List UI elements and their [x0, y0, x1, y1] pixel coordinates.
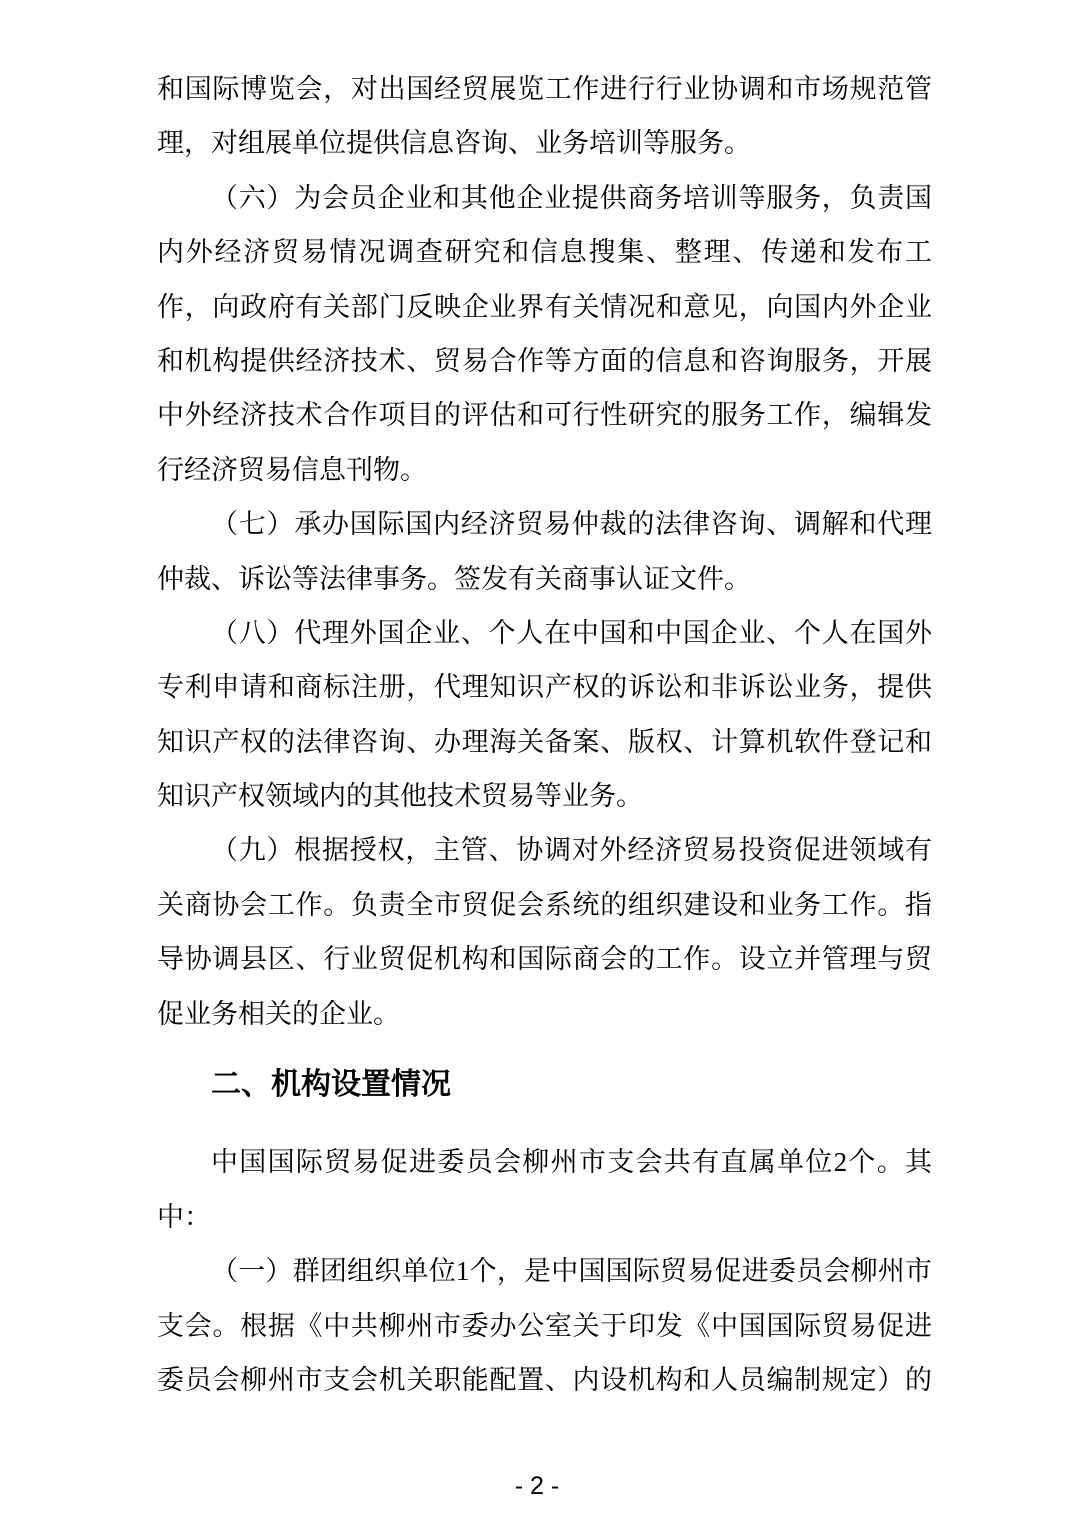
- paragraph-continuation: [157, 62, 932, 171]
- document-body: [157, 62, 932, 1407]
- text-line: 支会。根据《中共柳州市委办公室关于印发《中国国际贸易促进: [157, 1310, 932, 1341]
- text-line: 和国际博览会，对出国经贸展览工作进行行业协调和市场规范管: [157, 74, 932, 104]
- text-line: 委员会柳州市支会机关职能配置、内设机构和人员编制规定）的: [157, 1364, 932, 1395]
- section-heading: 二、机构设置情况: [211, 1068, 451, 1102]
- text-line: 专利申请和商标注册，代理知识产权的诉讼和非诉讼业务，提供: [157, 672, 932, 703]
- text-line: 知识产权的法律咨询、办理海关备案、版权、计算机软件登记和: [157, 726, 932, 757]
- paragraph-sub-item-1: [157, 1244, 932, 1407]
- text-line: 行经济贸易信息刊物。: [157, 454, 427, 485]
- paragraph-item-6: [157, 171, 932, 497]
- text-line: 内外经济贸易情况调查研究和信息搜集、整理、传递和发布工: [157, 237, 932, 268]
- text-line: 和机构提供经济技术、贸易合作等方面的信息和咨询服务，开展: [157, 345, 932, 376]
- text-line: （九）根据授权，主管、协调对外经济贸易投资促进领域有: [211, 835, 932, 866]
- text-line: 作，向政府有关部门反映企业界有关情况和意见，向国内外企业: [157, 291, 932, 322]
- text-line: 关商协会工作。负责全市贸促会系统的组织建设和业务工作。指: [157, 889, 932, 920]
- page-number: - 2 -: [514, 1472, 560, 1500]
- text-line: （七）承办国际国内经济贸易仲裁的法律咨询、调解和代理: [211, 509, 932, 540]
- paragraph-item-7: [157, 497, 932, 606]
- paragraph-item-8: [157, 606, 932, 824]
- text-line: 促业务相关的企业。: [157, 998, 400, 1029]
- text-line: 中国国际贸易促进委员会柳州市支会共有直属单位2个。其: [211, 1147, 932, 1178]
- text-line: （八）代理外国企业、个人在中国和中国企业、个人在国外: [211, 617, 932, 648]
- page-footer: [0, 1472, 1074, 1501]
- text-line: 仲裁、诉讼等法律事务。签发有关商事认证文件。: [157, 563, 751, 594]
- text-line: （六）为会员企业和其他企业提供商务培训等服务，负责国: [211, 182, 932, 213]
- text-line: 导协调县区、行业贸促机构和国际商会的工作。设立并管理与贸: [157, 944, 932, 975]
- paragraph-item-9: [157, 823, 932, 1041]
- text-line: 中：: [157, 1201, 211, 1232]
- text-line: 知识产权领域内的其他技术贸易等业务。: [157, 781, 643, 812]
- paragraph-section-intro: [157, 1135, 932, 1244]
- text-line: 理，对组展单位提供信息咨询、业务培训等服务。: [157, 128, 751, 159]
- text-line: （一）群团组织单位1个，是中国国际贸易促进委员会柳州市: [211, 1256, 932, 1287]
- text-line: 中外经济技术合作项目的评估和可行性研究的服务工作，编辑发: [157, 400, 932, 431]
